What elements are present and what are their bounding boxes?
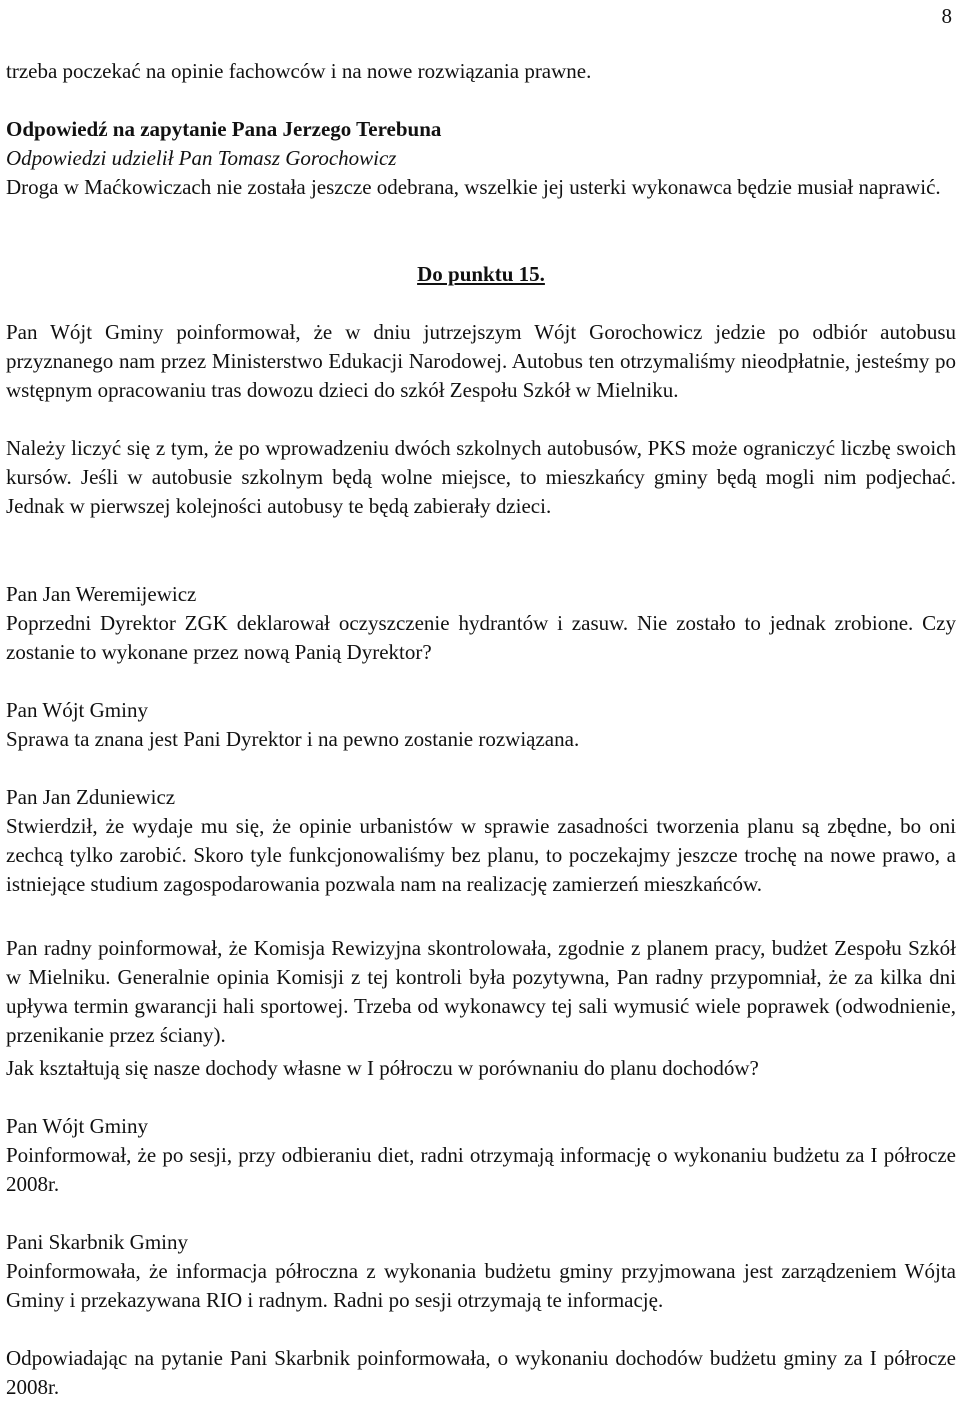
paragraph-audit: Pan radny poinformował, że Komisja Rewizyjna skontrolowała, zgodnie z planem pracy, budżet Zespołu Szkół w Mielniku. Generalnie opinia Komisji z tej kontroli była pozytywna, Pan radny przypomniał, że za kilka dni upływa termin gwarancji hali sportowej. Trzeba od wykonawcy tej sali wymusić wiele poprawek (odwodnienie, przenikanie przez ściany). — [6, 936, 956, 1047]
paragraph-diets: Poinformował, że po sesji, przy odbieraniu diet, radni otrzymają informację o wykonaniu budżetu za I półrocze 2008r. — [6, 1143, 956, 1196]
speaker-name: Pani Skarbnik Gminy — [6, 1230, 188, 1254]
speaker-name: Pan Wójt Gminy — [6, 698, 148, 722]
speaker-name: Pan Jan Zduniewicz — [6, 785, 176, 809]
paragraph-hydrants: Poprzedni Dyrektor ZGK deklarował oczyszczenie hydrantów i zasuw. Nie zostało to jednak zrobione. Czy zostanie to wykonane przez nową Panią Dyrektor? — [6, 611, 956, 664]
paragraph-bus — [6, 318, 956, 405]
paragraph-budget-info: Poinformowała, że informacja półroczna z wykonania budżetu gminy przyjmowana jest zarządzeniem Wójta Gminy i przekazywana RIO i radnym. Radni po sesji otrzymają te informację. — [6, 1259, 956, 1312]
paragraph-question: Jak kształtują się nasze dochody własne w I półroczu w porównaniu do planu dochodów? — [6, 1056, 759, 1080]
paragraph-text: poinformował, że w dniu jutrzejszym Wójt Gorochowicz jedzie po odbiór autobusu przyznanego nam przez Ministerstwo Edukacji Narodowej. Autobus ten otrzymaliśmy nieodpłatnie, jesteśmy po wstępnym opracowaniu tras dowozu dzieci do szkół Zespołu Szkół w Mielniku. — [6, 320, 956, 402]
speaker-name: Pan Wójt Gminy — [6, 1114, 148, 1138]
paragraph-answer: Sprawa ta znana jest Pani Dyrektor i na pewno zostanie rozwiązana. — [6, 727, 580, 751]
paragraph-urbanists: Stwierdził, że wydaje mu się, że opinie urbanistów w sprawie zasadności tworzenia planu są zbędne, bo oni zechcą tylko zarobić. Skoro tyle funkcjonowaliśmy bez planu, to poczekajmy jeszcze trochę na nowe prawo, a istniejące studium zagospodarowania pozwala nam na realizację zamierzeń mieszkańców. — [6, 814, 956, 896]
section-heading-text: Do punktu 15. — [417, 262, 545, 286]
speaker-name: Pan Wójt Gminy — [6, 320, 164, 344]
page-number: 8 — [941, 4, 952, 28]
inquiry-heading: Odpowiedź na zapytanie Pana Jerzego Terebuna — [6, 117, 442, 141]
paragraph-continuation: trzeba poczekać na opinie fachowców i na nowe rozwiązania prawne. — [6, 59, 592, 83]
paragraph-income: Odpowiadając na pytanie Pani Skarbnik poinformowała, o wykonaniu dochodów budżetu gminy za I półrocze 2008r. — [6, 1346, 956, 1399]
inquiry-responder: Odpowiedzi udzielił Pan Tomasz Gorochowicz — [6, 146, 397, 170]
paragraph-pks: Należy liczyć się z tym, że po wprowadzeniu dwóch szkolnych autobusów, PKS może ograniczyć liczbę swoich kursów. Jeśli w autobusie szkolnym będą wolne miejsce, to mieszkańcy gminy będą mogli nim podjechać. Jednak w pierwszej kolejności autobusy te będą zabierały dzieci. — [6, 436, 956, 518]
section-heading — [6, 260, 956, 289]
inquiry-answer: Droga w Maćkowiczach nie została jeszcze odebrana, wszelkie jej usterki wykonawca będzie musiał naprawić. — [6, 175, 941, 199]
speaker-name: Pan Jan Weremijewicz — [6, 582, 197, 606]
